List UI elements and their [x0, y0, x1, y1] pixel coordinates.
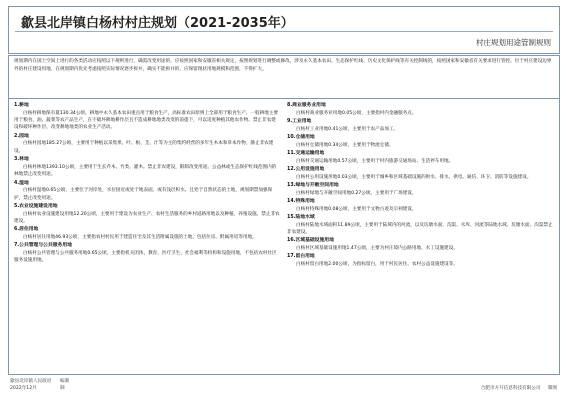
section-text: 白杨村公共管理与公共服务用地0.65公顷，主要指机关团体、教育、医疗卫生、社会福利等机构和设施用地，不包括农村社区服务设施用地。	[14, 251, 277, 264]
footer-date: 2022年12月	[10, 386, 37, 391]
section-title: 7.公共管理与公共服务用地	[14, 243, 72, 249]
footer-company: 合肥市方升信息科技有限公司	[480, 386, 541, 391]
footer-right	[481, 385, 557, 391]
section-text: 白杨村仓储用地0.34公顷，主要用于物流仓储。	[296, 142, 394, 148]
section-title: 8.商业服务业用地	[287, 103, 326, 108]
section-text: 白杨村陆地水域面积11.89公顷，主要用于陆域内的河流，以及坑塘水面、沟渠、水库、河流等陆地水域。坑塘水面、沟渠禁止非农建设。	[287, 222, 553, 235]
section-title: 6.居住用地	[14, 227, 39, 233]
section-text: 白杨村商业服务业用地0.05公顷，主要指村内金融服务点。	[296, 110, 417, 116]
section-text: 白杨村绿地与开敞空间用地0.27公顷，主要用于广场建设。	[296, 190, 417, 196]
section-title: 12.公用设施用地	[287, 167, 325, 172]
footer-left	[10, 378, 51, 392]
section-residential	[14, 227, 280, 241]
section-storage	[287, 135, 553, 149]
section-commercial	[287, 103, 553, 117]
section-text: 白杨村湿地0.65公顷，主要位于河岸处，水位接近或处于地表面，或有浅层积水，且处于自然状态的土地，规划期禁加强保护，禁止改变用途。	[14, 188, 273, 201]
section-title: 10.仓储用地	[287, 135, 315, 140]
footer-org-role: 编制	[60, 379, 70, 384]
section-text: 白杨村留白用地2.00公顷，为指标留白，用于村民居住、农村公益设施建设等。	[296, 262, 458, 267]
section-text: 白杨村工业用地0.41公顷，主要用于农产品加工。	[296, 126, 399, 132]
section-title: 4.湿地	[14, 180, 29, 186]
section-special-use	[287, 199, 553, 213]
section-title: 1.耕地	[14, 103, 29, 108]
section-title: 14.特殊用地	[287, 199, 315, 204]
section-regional-infra	[287, 238, 553, 252]
section-wetland	[14, 181, 280, 202]
section-text: 白杨村居住用地46.93公顷，主要指农村村民用于建造住宅及其生活附属设施的土地，包括住房、附属用房等用地。	[23, 235, 257, 241]
intro-divider	[8, 98, 560, 99]
section-title: 11.交通运输用地	[287, 151, 325, 156]
footer-date-role: 制	[60, 386, 65, 391]
section-green-space	[287, 183, 553, 197]
section-title: 13.绿地与开敞空间用地	[287, 183, 339, 188]
section-text: 白杨村耕地保有量130.34公顷。耕地中永久基本农田重点用于粮食生产，高标准农田原则上全部用于粮食生产。一般耕地主要用于粮食、油、蔬菜等农产品生产，在不破坏耕地耕作层且不造成耕地地类改变的前提下，可以适度种植其他农作物。禁止非农建设和破坏种作层、改变耕地地类的农业生产活动。	[14, 110, 278, 131]
section-title: 15.陆地水域	[287, 215, 315, 220]
section-title: 16.区域基础设施用地	[287, 238, 334, 244]
page-title: 歙县北岸镇白杨村村庄规划（2021-2035年）	[21, 16, 294, 31]
section-public-service	[14, 243, 280, 264]
section-text: 白杨村公用设施用地0.03公顷，主要用于城乡和区域基础设施的供水、排水、供电、通信、环卫、消防等设施建设。	[296, 174, 532, 180]
section-title: 17.留白用地	[287, 254, 315, 260]
footer-roles	[60, 378, 69, 392]
section-title: 3.林地	[14, 157, 29, 163]
section-text: 白杨村区域基础设施用地1.47公顷，主要为村庄境内公路用地、水工设施建设。	[296, 246, 458, 251]
section-text: 白杨村特殊用地0.08公顷，主要用于文物古迹及宗祠建设。	[296, 206, 417, 212]
title-underline	[15, 31, 553, 32]
section-text: 白杨村交通运输用地0.57公顷，主要用于村内旅游交通场站、生活停车用地。	[296, 158, 454, 164]
intro-paragraph: 规划期内在国土空间上进行的各类活动应按照以下规则进行，确需改变用途的，应按照国家和安徽省相关规定，按照规划进行调整或修改。涉及永久基本农田、生态保护红线、历史文化保护线等有关控制线的，按照国家和安徽省有关要求进行管控。位于村庄建设边界外的村庄建设用地，在规划期内优先考虑按照实际情况逐步拆并，确实不能拆并的，应保留现状用地规模和范围，不得扩大。	[14, 59, 552, 72]
page-subtitle: 村庄规划用途管制规则	[476, 38, 551, 47]
section-industrial	[287, 119, 553, 133]
section-title: 9.工业用地	[287, 119, 312, 124]
section-forest-land	[14, 157, 280, 178]
footer-company-role: 制图	[547, 386, 557, 391]
section-utilities	[287, 167, 553, 181]
section-agri-facility	[14, 204, 280, 225]
section-reserved-land	[287, 254, 553, 268]
left-column	[14, 103, 280, 267]
section-text: 白杨村农业设施建设用地12.20公顷，主要用于建设为农业生产、农村生活服务的乡村道路用地以及种植、养殖设施。禁止非农建设。	[14, 211, 280, 225]
section-cultivated-land	[14, 103, 280, 132]
header-frame	[8, 6, 560, 54]
section-title: 5.农业设施建设用地	[14, 204, 58, 210]
section-title: 2.园地	[14, 133, 29, 139]
section-water-area	[287, 215, 553, 236]
right-column	[287, 103, 553, 270]
section-text: 白杨村园地185.27公顷，主要用于种植以采集果、叶、根、茎、汁等为主的集约经营的多年生木本和草本作物，静止非农建设。	[14, 141, 274, 154]
section-text: 白杨村林地1393.10公顷，主要用于生长乔木、竹类、灌木。禁止非农建设，限制改变用途。公益林或生态保护红线范围内的林地禁止改变用途。	[14, 164, 277, 178]
section-transport	[287, 151, 553, 165]
section-garden-land	[14, 134, 280, 155]
footer-org: 歙县北岸镇人民政府	[10, 379, 52, 384]
